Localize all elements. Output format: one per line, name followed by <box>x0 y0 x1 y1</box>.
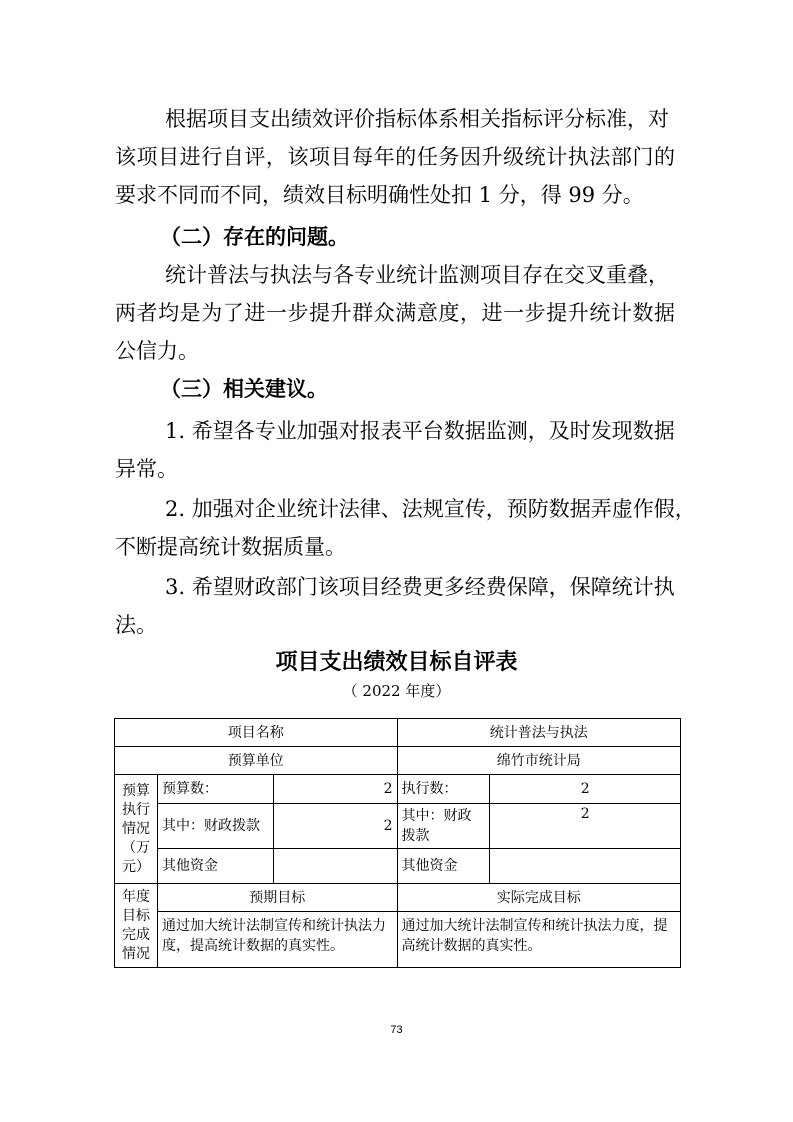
exec-label: 执行数： <box>397 775 490 804</box>
fiscal-exec-value: 2 <box>490 804 681 849</box>
text-line: 统计普法与执法与各专业统计监测项目存在交叉重叠， <box>165 263 669 287</box>
fiscal-budget-value: 2 <box>273 804 397 849</box>
text-line: 2. 加强对企业统计法律、法规宣传，预防数据弄虚作假， <box>165 497 696 521</box>
expected-goal-header: 预期目标 <box>157 884 397 912</box>
actual-goal-text: 通过加大统计法制宣传和统计执法力度，提高统计数据的真实性。 <box>397 912 680 968</box>
project-name-label: 项目名称 <box>115 719 398 747</box>
text-line: 要求不同而不同，绩效目标明确性处扣 1 分，得 99 分。 <box>115 183 644 207</box>
section-heading-suggestions: （三）相关建议。 <box>160 377 328 401</box>
text-line: 1. 希望各专业加强对报表平台数据监测，及时发现数据 <box>165 419 675 443</box>
other-funds-exec-value <box>490 849 681 884</box>
text-line: 该项目进行自评，该项目每年的任务因升级统计执法部门的 <box>115 145 675 169</box>
exec-value: 2 <box>490 775 681 804</box>
fiscal-exec-label: 其中：财政拨款 <box>397 804 490 849</box>
text-line: 根据项目支出绩效评价指标体系相关指标评分标准，对 <box>165 107 669 131</box>
table-year: （ 2022 年度） <box>342 682 451 700</box>
annual-goal-label: 年度目标完成情况 <box>115 884 158 968</box>
text-line: 法。 <box>115 613 157 637</box>
other-funds-budget-value <box>273 849 397 884</box>
budget-label: 预算数： <box>157 775 273 804</box>
budget-unit-value: 绵竹市统计局 <box>397 747 680 775</box>
fiscal-budget-label: 其中：财政拨款 <box>157 804 273 849</box>
other-funds-label: 其他资金 <box>157 849 273 884</box>
table-title: 项目支出绩效目标自评表 <box>275 650 518 675</box>
budget-value: 2 <box>273 775 397 804</box>
budget-exec-label: 预算执行情况（万元） <box>115 775 158 884</box>
text-line: 不断提高统计数据质量。 <box>115 535 346 559</box>
project-name-value: 统计普法与执法 <box>397 719 680 747</box>
budget-unit-label: 预算单位 <box>115 747 398 775</box>
text-line: 公信力。 <box>115 339 199 363</box>
evaluation-table <box>114 718 681 968</box>
text-line: 异常。 <box>115 457 178 481</box>
text-line: 3. 希望财政部门该项目经费更多经费保障，保障统计执 <box>165 575 675 599</box>
actual-goal-header: 实际完成目标 <box>397 884 680 912</box>
other-funds-exec-label: 其他资金 <box>397 849 490 884</box>
expected-goal-text: 通过加大统计法制宣传和统计执法力度，提高统计数据的真实性。 <box>157 912 397 968</box>
page-number: 73 <box>390 1024 403 1036</box>
text-line: 两者均是为了进一步提升群众满意度，进一步提升统计数据 <box>115 301 675 325</box>
section-heading-problems: （二）存在的问题。 <box>160 225 349 249</box>
